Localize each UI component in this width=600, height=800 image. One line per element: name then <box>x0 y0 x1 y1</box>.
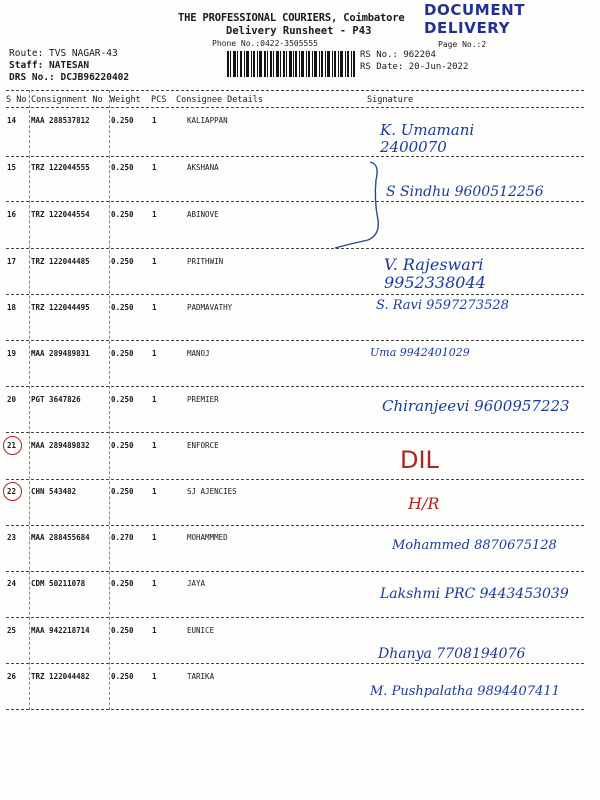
row-consignment: MAA 288537812 <box>31 116 90 125</box>
staff-label: Staff: NATESAN <box>9 60 90 71</box>
row-divider <box>6 340 584 341</box>
row-divider <box>6 201 584 202</box>
row-weight: 0.250 <box>111 579 134 588</box>
row-sno: 19 <box>7 349 17 358</box>
row-consignment: MAA 942218714 <box>31 626 90 635</box>
signature-handwriting: K. Umamani 2400070 <box>380 121 475 156</box>
col-consignment: Consignment No <box>31 95 103 105</box>
signature-handwriting: Uma 9942401029 <box>370 346 470 359</box>
runsheet-title: Delivery Runsheet - P43 <box>226 25 372 37</box>
row-weight: 0.250 <box>111 303 134 312</box>
row-sno: 23 <box>7 533 17 542</box>
row-consignee: ENFORCE <box>187 441 219 450</box>
row-consignment: CHN 543482 <box>31 487 77 496</box>
col-sno: S No <box>6 95 27 105</box>
bracket-mark <box>330 160 390 250</box>
row-pcs: 1 <box>152 487 157 496</box>
signature-handwriting: V. Rajeswari 9952338044 <box>384 255 486 292</box>
col-weight: Weight <box>110 95 141 105</box>
header-divider-top <box>6 90 584 91</box>
col-pcs: PCS <box>151 95 167 105</box>
signature-handwriting: Mohammed 8870675128 <box>392 538 557 553</box>
signature-handwriting: Lakshmi PRC 9443453039 <box>380 586 569 602</box>
row-pcs: 1 <box>152 395 157 404</box>
document-delivery-stamp: DOCUMENT DELIVERY <box>424 1 526 37</box>
row-divider <box>6 294 584 295</box>
row-consignee: EUNICE <box>187 626 215 635</box>
row-consignee: AKSHANA <box>187 163 219 172</box>
header-divider-bottom <box>6 107 584 108</box>
row-weight: 0.270 <box>111 533 134 542</box>
row-pcs: 1 <box>152 303 157 312</box>
row-sno: 24 <box>7 579 17 588</box>
row-divider <box>6 525 584 526</box>
row-consignment: CDM 50211078 <box>31 579 86 588</box>
row-sno: 15 <box>7 163 17 172</box>
signature-handwriting: S. Ravi 9597273528 <box>376 298 509 313</box>
row-weight: 0.250 <box>111 210 134 219</box>
row-consignee: MANOJ <box>187 349 210 358</box>
row-consignee: ABINOVE <box>187 210 219 219</box>
row-consignee: PRITHWIN <box>187 257 224 266</box>
row-consignment: TRZ 122044555 <box>31 163 90 172</box>
drs-number: DRS No.: DCJB96220402 <box>9 72 130 83</box>
row-divider <box>6 386 584 387</box>
row-consignee: TARIKA <box>187 672 215 681</box>
rs-number: RS No.: 962204 <box>360 50 436 60</box>
row-pcs: 1 <box>152 163 157 172</box>
route-label: Route: TVS NAGAR-43 <box>9 48 118 59</box>
rs-date: RS Date: 20-Jun-2022 <box>360 62 469 72</box>
row-sno: 16 <box>7 210 17 219</box>
row-pcs: 1 <box>152 533 157 542</box>
phone-number: Phone No.:0422-3505555 <box>212 39 318 48</box>
row-weight: 0.250 <box>111 163 134 172</box>
signature-handwriting: Dhanya 7708194076 <box>378 646 526 662</box>
row-weight: 0.250 <box>111 257 134 266</box>
row-divider <box>6 663 584 664</box>
row-sno: 22 <box>7 487 17 496</box>
row-divider <box>6 571 584 572</box>
row-divider <box>6 479 584 480</box>
row-weight: 0.250 <box>111 487 134 496</box>
signature-handwriting: S Sindhu 9600512256 <box>386 184 544 200</box>
row-pcs: 1 <box>152 257 157 266</box>
row-consignee: MOHAMMMED <box>187 533 228 542</box>
row-weight: 0.250 <box>111 672 134 681</box>
row-consignment: PGT 3647826 <box>31 395 81 404</box>
row-pcs: 1 <box>152 672 157 681</box>
row-sno: 25 <box>7 626 17 635</box>
row-weight: 0.250 <box>111 626 134 635</box>
row-consignment: TRZ 122044495 <box>31 303 90 312</box>
row-sno: 17 <box>7 257 17 266</box>
row-sno: 18 <box>7 303 17 312</box>
company-name: THE PROFESSIONAL COURIERS, Coimbatore <box>178 12 405 24</box>
row-sno: 20 <box>7 395 17 404</box>
row-sno: 21 <box>7 441 17 450</box>
row-pcs: 1 <box>152 210 157 219</box>
signature-handwriting: Chiranjeevi 9600957223 <box>382 397 570 415</box>
row-consignment: TRZ 122044554 <box>31 210 90 219</box>
row-pcs: 1 <box>152 441 157 450</box>
row-consignment: MAA 288455684 <box>31 533 90 542</box>
signature-handwriting: H/R <box>408 494 440 513</box>
signature-handwriting: DIL <box>400 446 439 474</box>
row-consignee: PREMIER <box>187 395 219 404</box>
page-number: Page No.:2 <box>438 40 487 49</box>
signature-handwriting: M. Pushpalatha 9894407411 <box>370 684 560 699</box>
row-weight: 0.250 <box>111 395 134 404</box>
barcode <box>227 51 355 77</box>
row-divider <box>6 248 584 249</box>
row-weight: 0.250 <box>111 349 134 358</box>
row-consignee: PADMAVATHY <box>187 303 233 312</box>
row-pcs: 1 <box>152 349 157 358</box>
row-pcs: 1 <box>152 626 157 635</box>
row-consignment: MAA 289489832 <box>31 441 90 450</box>
row-consignee: JAYA <box>187 579 206 588</box>
row-pcs: 1 <box>152 116 157 125</box>
row-consignment: MAA 289489831 <box>31 349 90 358</box>
row-weight: 0.250 <box>111 441 134 450</box>
row-consignee: SJ AJENCIES <box>187 487 237 496</box>
row-divider <box>6 709 584 710</box>
row-consignment: TRZ 122044482 <box>31 672 90 681</box>
row-consignee: KALIAPPAN <box>187 116 228 125</box>
row-divider <box>6 156 584 157</box>
row-consignment: TRZ 122044485 <box>31 257 90 266</box>
col-consignee: Consignee Details <box>176 95 263 105</box>
row-sno: 26 <box>7 672 17 681</box>
row-pcs: 1 <box>152 579 157 588</box>
row-divider <box>6 617 584 618</box>
row-weight: 0.250 <box>111 116 134 125</box>
row-sno: 14 <box>7 116 17 125</box>
col-signature: Signature <box>367 95 414 105</box>
row-divider <box>6 432 584 433</box>
